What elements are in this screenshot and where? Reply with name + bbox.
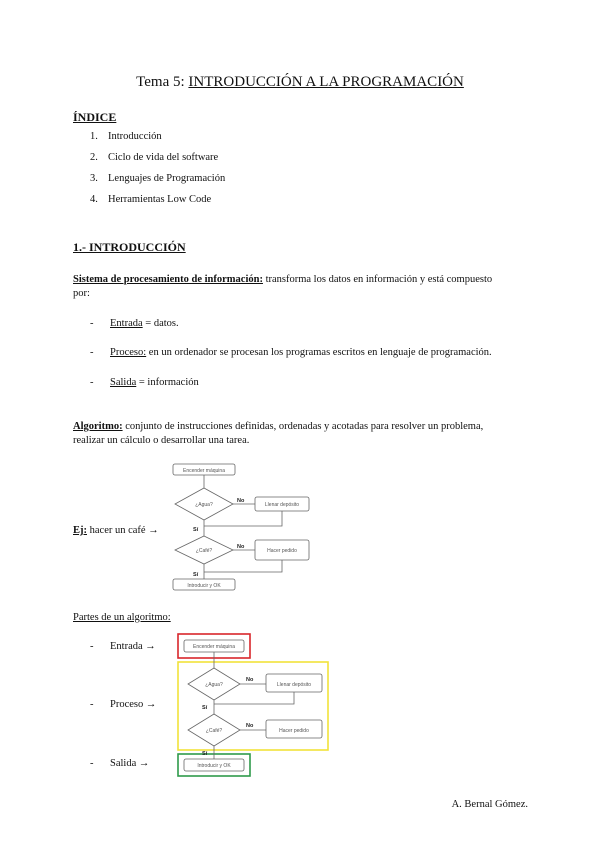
flow-yes-label-1: Sí — [193, 527, 199, 533]
flow-end-text: Introducir y OK — [187, 583, 221, 589]
title-prefix: Tema 5: — [136, 74, 185, 90]
bullet-item: - Entrada = datos. — [90, 318, 179, 329]
parts-decision-2-text: ¿Café? — [205, 728, 223, 734]
sistema-text: transforma los datos en información y está compuesto — [262, 274, 493, 285]
flow-action-1-text: Llenar depósito — [264, 502, 300, 508]
parts-action-2-text: Hacer pedido — [279, 728, 309, 734]
parts-action-1-text: Llenar depósito — [276, 682, 312, 688]
parts-start-text: Encender máquina — [193, 644, 235, 650]
flow-no-label-1: No — [237, 498, 245, 504]
bullet-item: - Salida = información — [90, 377, 199, 388]
algoritmo-term: Algoritmo: — [73, 421, 123, 432]
flow-decision-2-text: ¿Café? — [195, 548, 213, 554]
index-item: 3. Lenguajes de Programación — [90, 173, 226, 184]
example-label: Ej: hacer un café → — [73, 525, 159, 536]
partes-item-salida: - Salida → — [90, 758, 150, 769]
parts-no-label-1: No — [246, 677, 254, 683]
page-title — [0, 74, 600, 91]
algoritmo-paragraph — [73, 420, 528, 448]
parts-end-text: Introducir y OK — [197, 763, 231, 769]
flow-action-2-text: Hacer pedido — [267, 548, 297, 554]
sistema-paragraph — [73, 273, 528, 301]
parts-no-label-2: No — [246, 723, 254, 729]
coffee-flowchart — [165, 460, 325, 596]
sistema-text-2: por: — [73, 288, 90, 299]
bullet-item: - Proceso: en un ordenador se procesan los programas escritos en lenguaje de programación. — [90, 347, 492, 358]
partes-item-proceso: - Proceso → — [90, 699, 157, 710]
flow-decision-1-text: ¿Agua? — [195, 502, 213, 508]
index-item: 4. Herramientas Low Code — [90, 194, 212, 205]
parts-yes-label-2: Sí — [202, 751, 208, 757]
index-item: 2. Ciclo de vida del software — [90, 152, 219, 163]
partes-item-entrada: - Entrada → — [90, 641, 156, 652]
section-heading: 1.- INTRODUCCIÓN — [73, 240, 186, 254]
index-heading: ÍNDICE — [73, 110, 117, 124]
title-main: INTRODUCCIÓN A LA PROGRAMACIÓN — [188, 74, 464, 90]
parts-yes-label-1: Sí — [202, 705, 208, 711]
algorithm-parts-diagram — [174, 632, 334, 780]
flow-yes-label-2: Sí — [193, 572, 199, 578]
algoritmo-text-2: realizar un cálculo o desarrollar una tarea. — [73, 435, 250, 446]
algoritmo-text: conjunto de instrucciones definidas, ordenadas y acotadas para resolver un problema, — [122, 421, 484, 432]
footer-author: A. Bernal Gómez. — [451, 799, 528, 810]
index-item: 1. Introducción — [90, 131, 162, 142]
flow-start-text: Encender máquina — [183, 468, 225, 474]
parts-decision-1-text: ¿Agua? — [205, 682, 223, 688]
sistema-term: Sistema de procesamiento de información: — [73, 274, 263, 285]
flow-no-label-2: No — [237, 544, 245, 550]
partes-heading: Partes de un algoritmo: — [73, 612, 171, 623]
